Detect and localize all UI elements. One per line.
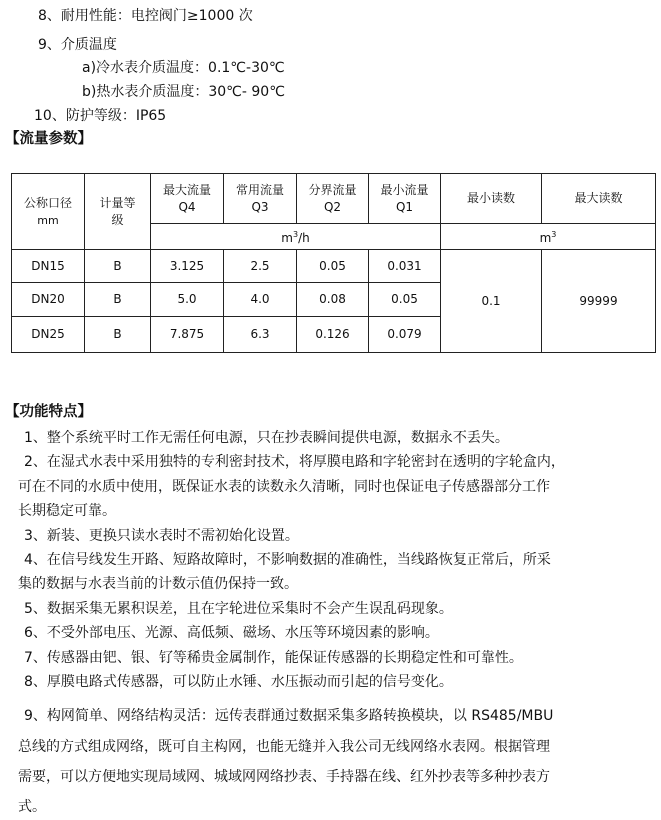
header-q1: 最小流量 Q1 xyxy=(369,174,441,224)
feature-8-line-1: 8、厚膜电路式传感器，可以防止水锤、水压振动而引起的信号变化。 xyxy=(24,673,453,690)
spec-item-9b: b)热水表介质温度：30℃- 90℃ xyxy=(82,84,285,100)
header-max-reading: 最大读数 xyxy=(542,174,656,224)
unit-reading: $m^3$ xyxy=(441,224,656,250)
feature-2-line-3: 长期稳定可靠。 xyxy=(18,503,116,520)
feature-9-line-2: 总线的方式组成网络，既可自主构网，也能无缝并入我公司无线网络水表网。根据管理 xyxy=(18,738,550,755)
features-title: 【功能特点】 xyxy=(5,404,92,420)
table-row: DN15 B 3.125 2.5 0.05 0.031 0.1 99999 xyxy=(12,250,656,283)
header-q3: 常用流量 Q3 xyxy=(224,174,297,224)
features-list xyxy=(18,426,644,820)
spec-item-8: 8、耐用性能：电控阀门≥1000 次 xyxy=(38,8,253,24)
header-min-reading: 最小读数 xyxy=(441,174,542,224)
feature-2-line-2: 可在不同的水质中使用，既保证水表的读数永久清晰，同时也保证电子传感器部分工作 xyxy=(18,478,550,495)
feature-6-line-1: 6、不受外部电压、光源、高低频、磁场、水压等环境因素的影响。 xyxy=(24,625,439,642)
spec-item-9a: a)冷水表介质温度：0.1℃-30℃ xyxy=(82,60,285,76)
feature-2-line-1: 2、在湿式水表中采用独特的专利密封技术，将厚膜电路和字轮密封在透明的字轮盒内， xyxy=(24,454,565,471)
feature-1-line-1: 1、整个系统平时工作无需任何电源，只在抄表瞬间提供电源，数据永不丢失。 xyxy=(24,430,509,446)
feature-4-line-2: 集的数据与水表当前的计数示值仍保持一致。 xyxy=(18,576,298,593)
spec-item-10: 10、防护等级：IP65 xyxy=(34,108,167,124)
table-row: DN25 B 7.875 6.3 0.126 0.079 xyxy=(12,317,656,353)
feature-4-line-1: 4、在信号线发生开路、短路故障时，不影响数据的准确性，当线路恢复正常后，所采 xyxy=(24,551,551,568)
feature-7-line-1: 7、传感器由钯、银、钌等稀贵金属制作，能保证传感器的长期稳定性和可靠性。 xyxy=(24,649,523,666)
feature-3-line-1: 3、新装、更换只读水表时不需初始化设置。 xyxy=(24,527,299,544)
feature-9-line-1: 9、构网简单、网络结构灵活：远传表群通过数据采集多路转换模块，以 RS485/MBU xyxy=(24,708,554,725)
max-reading-value: 99999 xyxy=(542,250,656,353)
header-metering-grade: 计量等 级 xyxy=(85,174,151,250)
feature-9-line-4: 式。 xyxy=(18,799,46,816)
flow-parameter-table xyxy=(11,173,656,353)
feature-9-line-3: 需要，可以方便地实现局域网、城域网网络抄表、手持器在线、红外抄表等多种抄表方 xyxy=(18,769,550,786)
header-q4: 最大流量 Q4 xyxy=(151,174,224,224)
unit-flow-rate: $m^3/h$ xyxy=(151,224,441,250)
header-q2: 分界流量 Q2 xyxy=(297,174,369,224)
spec-item-9: 9、介质温度 xyxy=(38,37,117,53)
min-reading-value: 0.1 xyxy=(441,250,542,353)
flow-section-title: 【流量参数】 xyxy=(5,131,92,147)
table-row: DN20 B 5.0 4.0 0.08 0.05 xyxy=(12,283,656,317)
header-nominal-diameter: 公称口径 mm xyxy=(12,174,85,250)
feature-5-line-1: 5、数据采集无累积误差，且在字轮进位采集时不会产生误乱码现象。 xyxy=(24,600,453,617)
